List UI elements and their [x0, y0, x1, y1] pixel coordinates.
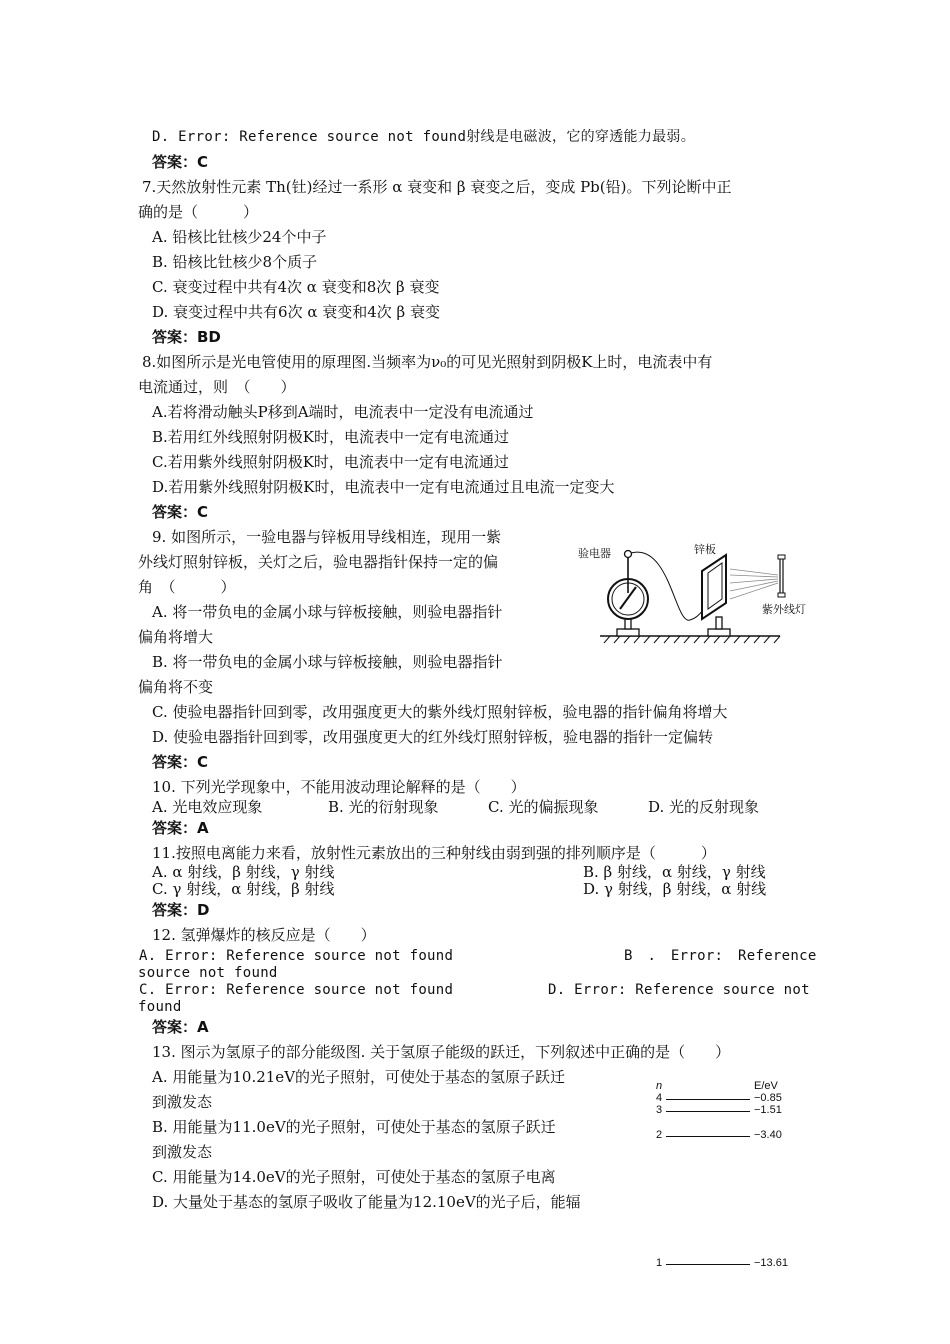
- q7-option-c: C. 衰变过程中共有4次 α 衰变和8次 β 衰变: [152, 278, 440, 296]
- q6-answer: 答案：C: [152, 153, 209, 171]
- q13-option-a-line2: 到激发态: [152, 1093, 213, 1111]
- q9-option-d: D. 使验电器指针回到零，改用强度更大的红外线灯照射锌板，验电器的指针一定偏转: [152, 728, 714, 746]
- q9-option-c: C. 使验电器指针回到零，改用强度更大的紫外线灯照射锌板，验电器的指针偏角将增大: [152, 703, 728, 721]
- q12-option-d-line1: D. Error: Reference source not: [548, 982, 810, 998]
- q7-option-a: A. 铅核比钍核少24个中子: [152, 228, 327, 246]
- level-4-energy: −0.85: [754, 1092, 782, 1104]
- q12-stem: 12. 氢弹爆炸的核反应是（ ）: [152, 926, 376, 944]
- q7-option-b: B. 铅核比钍核少8个质子: [152, 253, 318, 271]
- q8-option-d: D.若用紫外线照射阴极K时，电流表中一定有电流通过且电流一定变大: [152, 478, 615, 496]
- q7-stem-line2: 确的是（ ）: [138, 203, 259, 221]
- q10-option-a: A. 光电效应现象: [152, 798, 263, 816]
- q8-option-b: B.若用红外线照射阴极K时，电流表中一定有电流通过: [152, 428, 509, 446]
- q13-option-a-line1: A. 用能量为10.21eV的光子照射，可使处于基态的氢原子跃迁: [152, 1068, 566, 1086]
- q13-option-b-line2: 到激发态: [152, 1143, 213, 1161]
- q11-answer: 答案：D: [152, 901, 210, 919]
- q9-option-b-line1: B. 将一带负电的金属小球与锌板接触，则验电器指针: [152, 653, 503, 671]
- q11-stem: 11.按照电离能力来看，放射性元素放出的三种射线由弱到强的排列顺序是（ ）: [152, 844, 716, 862]
- level-3-line: [666, 1111, 750, 1112]
- q6-option-d: D. Error: Reference source not found射线是电磁波，它的穿透能力最弱。: [152, 129, 696, 145]
- q13-option-d: D. 大量处于基态的氢原子吸收了能量为12.10eV的光子后，能辐: [152, 1193, 581, 1211]
- q10-option-b: B. 光的衍射现象: [328, 798, 439, 816]
- energy-level-diagram: [650, 1078, 800, 1278]
- q13-stem: 13. 图示为氢原子的部分能级图. 关于氢原子能级的跃迁，下列叙述中正确的是（ ）: [152, 1043, 731, 1061]
- q8-option-c: C.若用紫外线照射阴极K时，电流表中一定有电流通过: [152, 453, 509, 471]
- q10-option-d: D. 光的反射现象: [648, 798, 760, 816]
- q7-option-d: D. 衰变过程中共有6次 α 衰变和4次 β 衰变: [152, 303, 440, 321]
- level-1-n: 1: [656, 1257, 663, 1269]
- level-4-n: 4: [656, 1092, 663, 1104]
- q12-option-a: A. Error: Reference source not found: [139, 948, 454, 964]
- q10-option-c: C. 光的偏振现象: [488, 798, 599, 816]
- level-2-energy: −3.40: [754, 1129, 782, 1141]
- q9-option-a-line1: A. 将一带负电的金属小球与锌板接触，则验电器指针: [152, 603, 503, 621]
- q12-option-b-line1: B . Error: Reference: [624, 948, 817, 964]
- zinc-plate-label: 锌板: [694, 544, 716, 556]
- level-1-line: [666, 1264, 750, 1265]
- q9-stem-line3: 角 （ ）: [138, 578, 236, 596]
- energy-axis-label: E/eV: [754, 1080, 778, 1092]
- q12-option-b-line2: source not found: [138, 965, 278, 981]
- electroscope-figure: [570, 535, 820, 655]
- uv-lamp-label: 紫外线灯: [762, 604, 806, 616]
- q10-stem: 10. 下列光学现象中，不能用波动理论解释的是（ ）: [152, 778, 526, 796]
- q11-option-a: A. α 射线，β 射线，γ 射线: [152, 863, 335, 881]
- q7-answer: 答案：BD: [152, 328, 221, 346]
- q8-option-a: A.若将滑动触头P移到A端时，电流表中一定没有电流通过: [152, 403, 534, 421]
- q12-option-c: C. Error: Reference source not found: [139, 982, 454, 998]
- electroscope-label: 验电器: [578, 548, 611, 560]
- n-axis-label: n: [656, 1080, 663, 1092]
- q9-stem-line2: 外线灯照射锌板，关灯之后，验电器指针保持一定的偏: [138, 553, 499, 571]
- q8-stem-line1: 8.如图所示是光电管使用的原理图.当频率为ν₀的可见光照射到阴极K上时，电流表中有: [142, 353, 713, 371]
- level-1-energy: −13.61: [754, 1257, 788, 1269]
- q10-answer: 答案：A: [152, 819, 209, 837]
- q12-answer: 答案：A: [152, 1018, 209, 1036]
- q7-stem-line1: 7.天然放射性元素 Th(钍)经过一系形 α 衰变和 β 衰变之后，变成 Pb(铅)。下列论断中正: [142, 178, 732, 196]
- level-3-n: 3: [656, 1104, 663, 1116]
- q9-stem-line1: 9. 如图所示，一验电器与锌板用导线相连，现用一紫: [152, 528, 502, 546]
- q13-option-c: C. 用能量为14.0eV的光子照射，可使处于基态的氢原子电离: [152, 1168, 556, 1186]
- q11-option-c: C. γ 射线，α 射线，β 射线: [152, 880, 335, 898]
- q11-option-b: B. β 射线，α 射线，γ 射线: [583, 863, 766, 881]
- q8-answer: 答案：C: [152, 503, 209, 521]
- q13-option-b-line1: B. 用能量为11.0eV的光子照射，可使处于基态的氢原子跃迁: [152, 1118, 556, 1136]
- level-3-energy: −1.51: [754, 1104, 782, 1116]
- level-4-line: [666, 1099, 750, 1100]
- q12-option-d-line2: found: [138, 999, 182, 1015]
- level-2-line: [666, 1136, 750, 1137]
- electroscope-diagram: [570, 535, 820, 655]
- q9-option-b-line2: 偏角将不变: [138, 678, 214, 696]
- level-2-n: 2: [656, 1129, 663, 1141]
- q8-stem-line2: 电流通过，则 （ ）: [138, 378, 296, 396]
- q11-option-d: D. γ 射线，β 射线，α 射线: [583, 880, 767, 898]
- q9-answer: 答案：C: [152, 753, 209, 771]
- q9-option-a-line2: 偏角将增大: [138, 628, 214, 646]
